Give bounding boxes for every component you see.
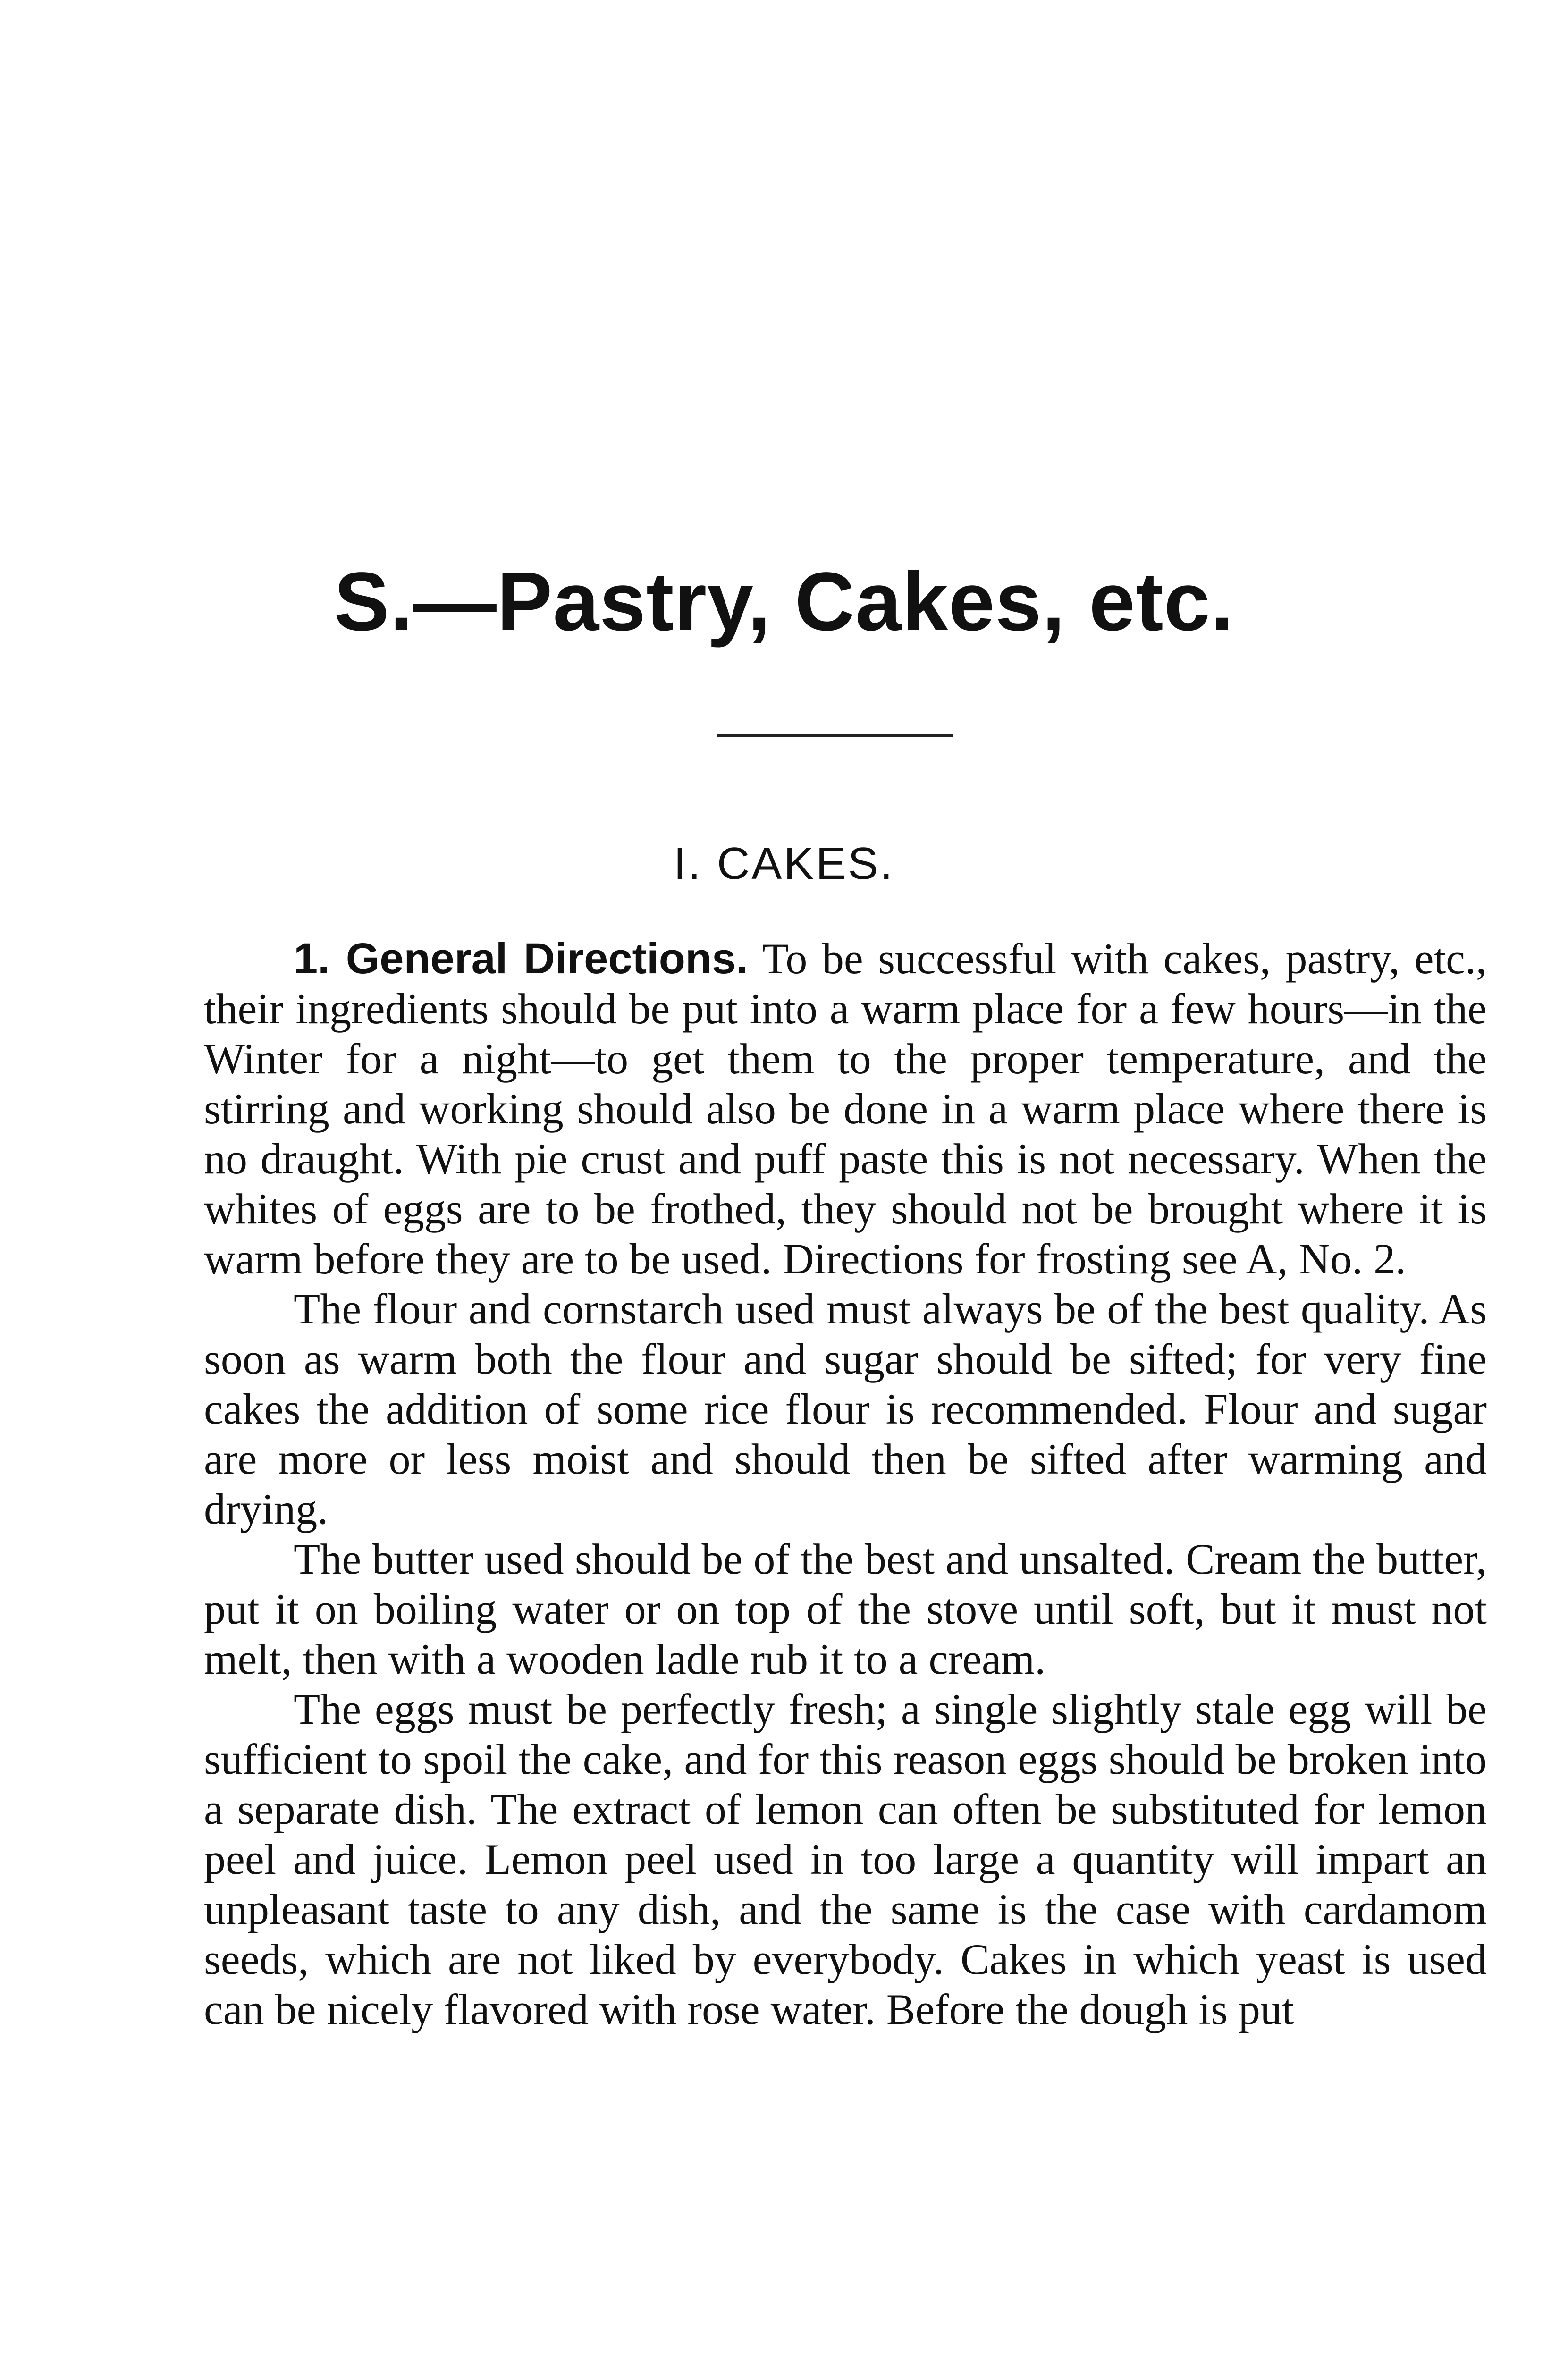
paragraph-butter: The butter used should be of the best and unsalted. Cream the butter, put it on boiling water or on top of the stove until soft, but it must not melt, then with a wooden ladle rub it to a cream.	[204, 1535, 1487, 1683]
paragraph-text: To be successful with cakes, pastry, etc., their ingredients should be put into a warm place for a few hours—in the Winter for a night—to get them to the proper temperature, and the stirring and working should also be done in a warm place where there is no draught. With pie crust and puff paste this is not necessary. When the whites of eggs are to be frothed, they should not be brought where it is warm before they are to be used. Directions for frosting see A, No. 2.	[204, 935, 1487, 1283]
paragraph-general-directions	[204, 934, 1487, 1284]
chapter-title: S.—Pastry, Cakes, etc.	[334, 556, 1234, 648]
paragraph-eggs: The eggs must be perfectly fresh; a single slightly stale egg will be sufficient to spoil the cake, and for this reason eggs should be broken into a separate dish. The extract of lemon can often be substituted for lemon peel and juice. Lemon peel used in too large a quantity will impart an unpleasant taste to any dish, and the same is the case with cardamom seeds, which are not liked by everybody. Cakes in which yeast is used can be nicely flavored with rose water. Before the dough is put	[204, 1685, 1487, 2033]
run-in-heading: 1. General Directions.	[294, 935, 748, 983]
section-heading: I. CAKES.	[673, 838, 895, 889]
paragraph-flour: The flour and cornstarch used must always be of the best quality. As soon as warm both the flour and sugar should be sifted; for very fine cakes the addition of some rice flour is recommended. Flour and sugar are more or less moist and should then be sifted after warming and drying.	[204, 1285, 1487, 1533]
title-divider	[717, 734, 953, 737]
body-text	[204, 934, 1487, 2034]
